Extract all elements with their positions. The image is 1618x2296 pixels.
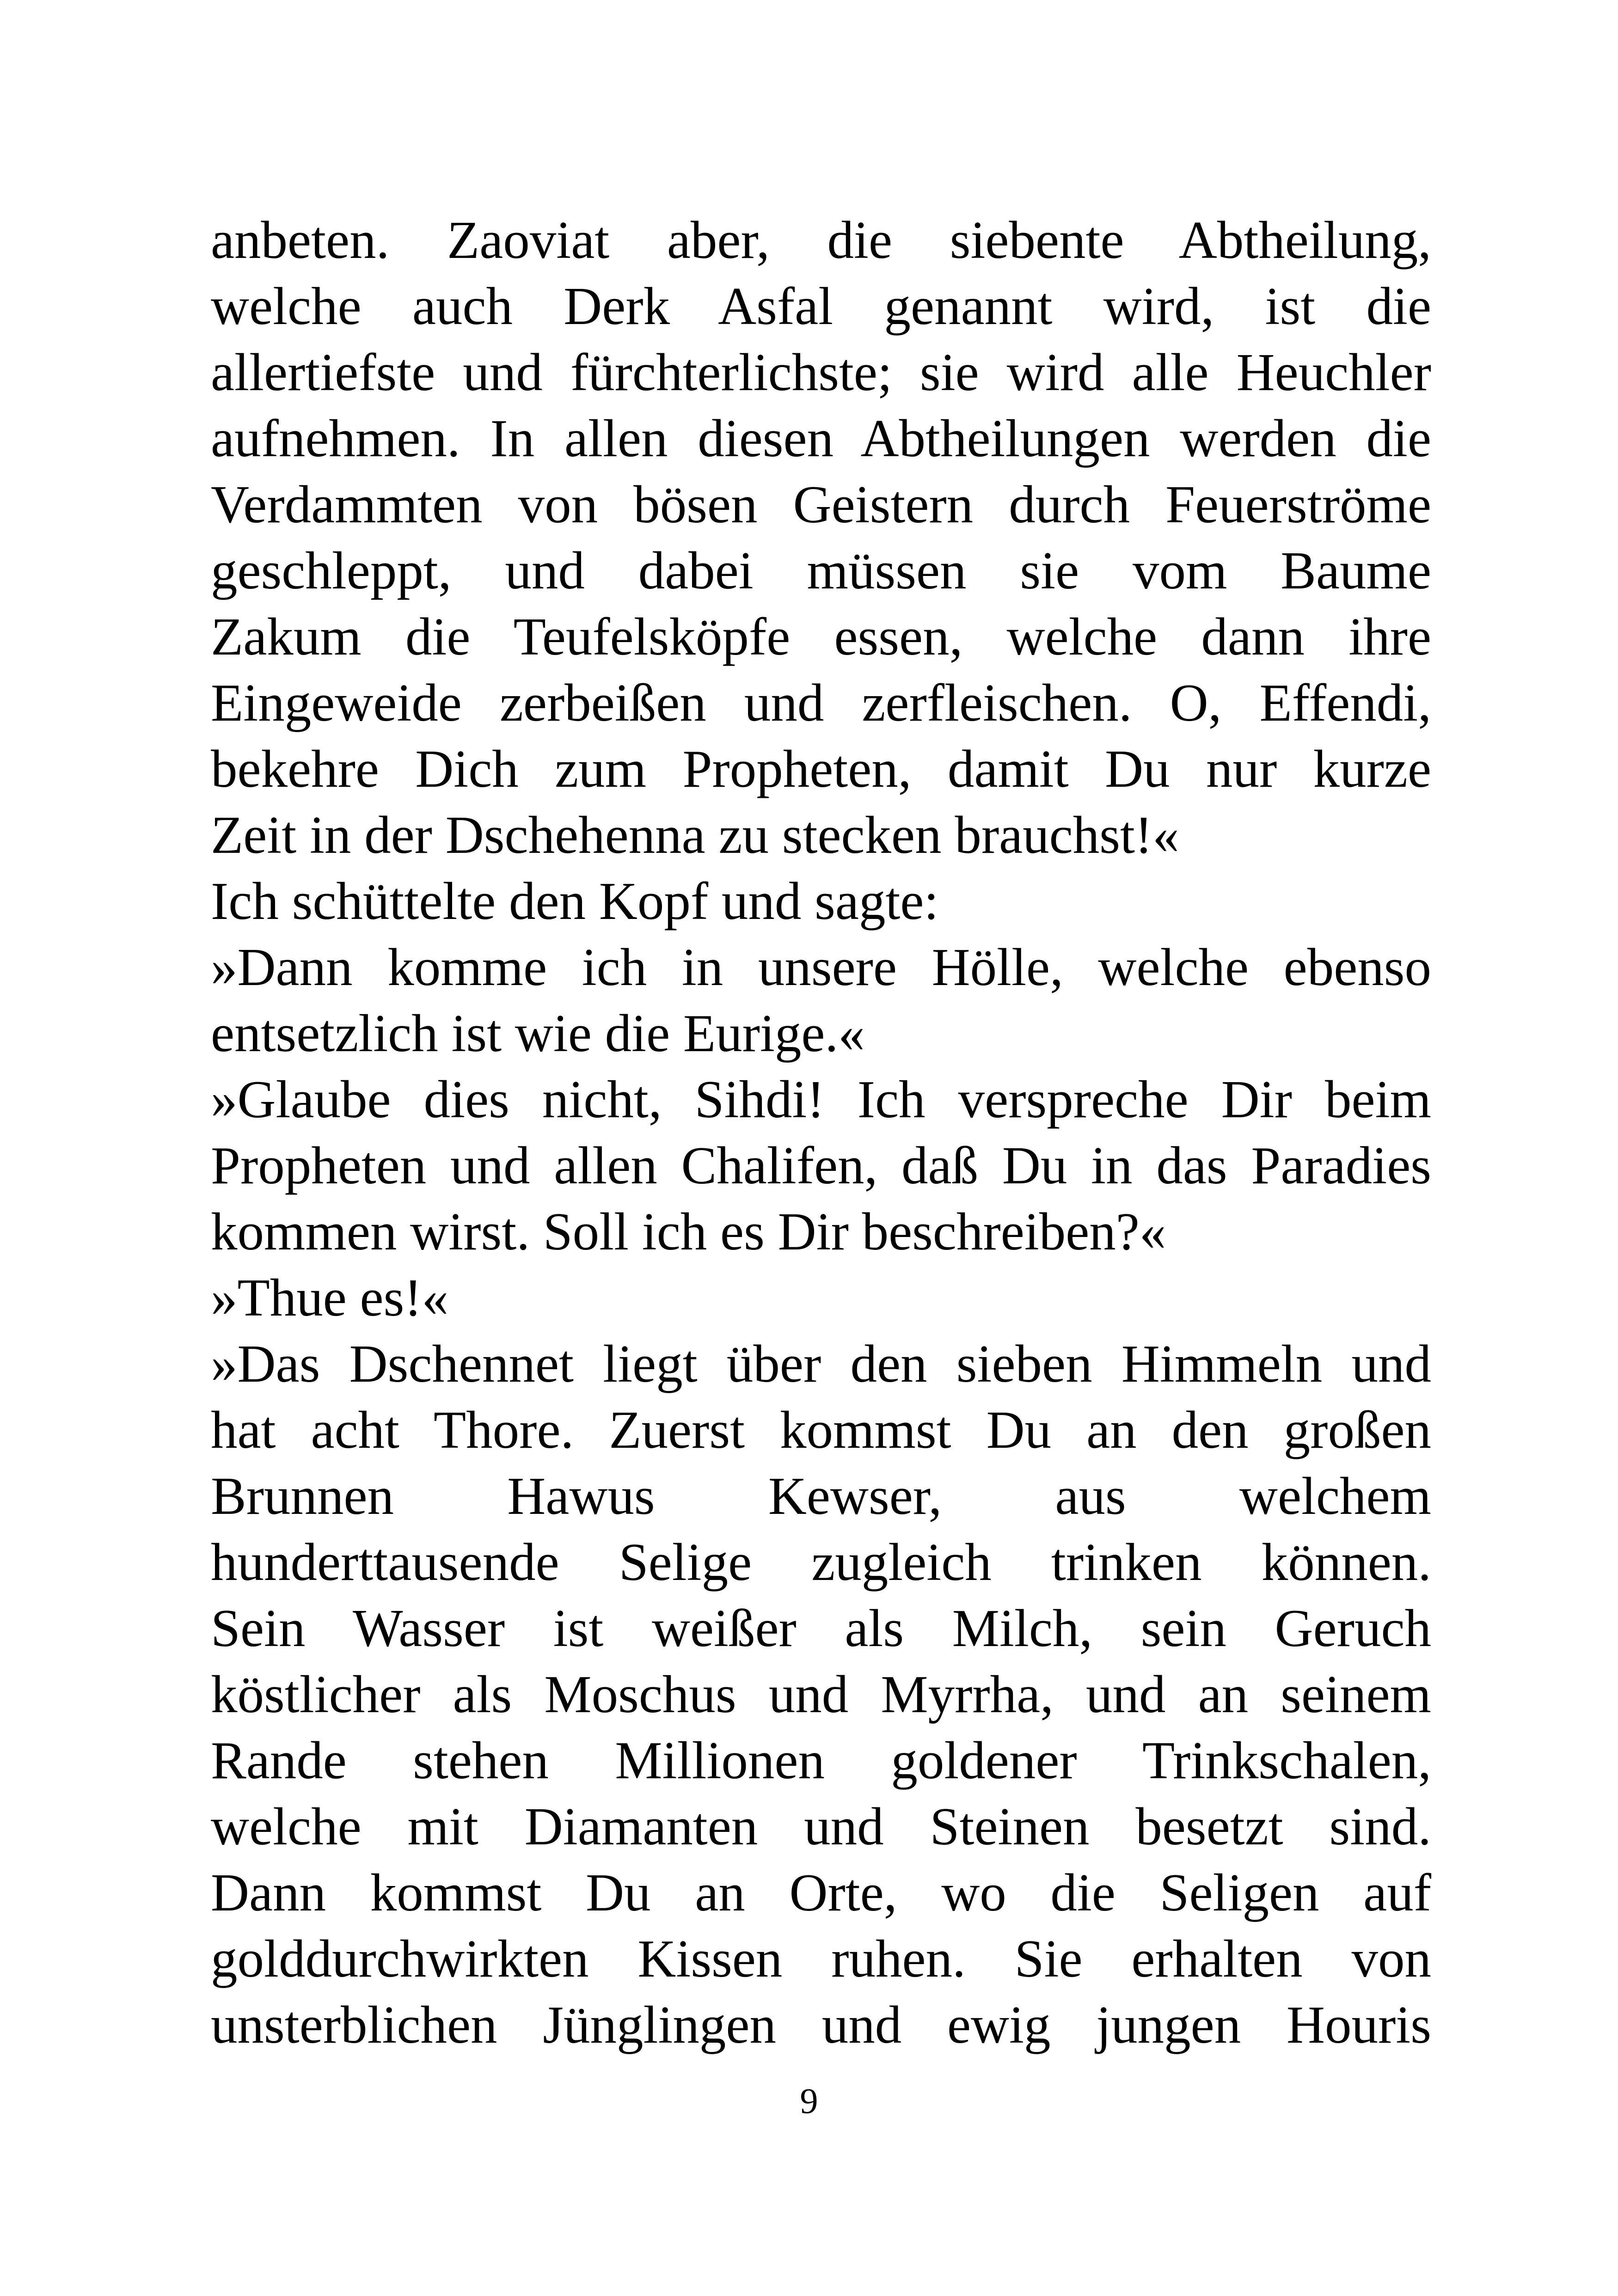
- text-line: geschleppt, und dabei müssen sie vom Baume: [211, 541, 1431, 600]
- text-line: Zeit in der Dschehenna zu stecken brauchst!«: [211, 806, 1179, 864]
- text-line: hat acht Thore. Zuerst kommst Du an den großen: [211, 1401, 1431, 1459]
- text-line: Brunnen Hawus Kewser, aus welchem: [211, 1467, 1431, 1525]
- page-number: 9: [800, 2081, 818, 2121]
- text-line: hunderttausende Selige zugleich trinken können.: [211, 1533, 1431, 1592]
- text-line: Verdammten von bösen Geistern durch Feuerströme: [211, 475, 1431, 534]
- text-line: welche auch Derk Asfal genannt wird, ist die: [211, 277, 1431, 336]
- text-line: welche mit Diamanten und Steinen besetzt sind.: [211, 1797, 1431, 1856]
- text-line: »Dann komme ich in unsere Hölle, welche ebenso: [211, 938, 1431, 997]
- text-line: Sein Wasser ist weißer als Milch, sein Geruch: [211, 1599, 1431, 1658]
- text-line: anbeten. Zaoviat aber, die siebente Abtheilung,: [211, 211, 1431, 269]
- text-line: Zakum die Teufelsköpfe essen, welche dann ihre: [211, 607, 1431, 666]
- text-line: unsterblichen Jünglingen und ewig jungen Houris: [211, 1996, 1431, 2054]
- text-line: Eingeweide zerbeißen und zerfleischen. O, Effendi,: [211, 673, 1431, 732]
- text-line: Dann kommst Du an Orte, wo die Seligen auf: [211, 1863, 1431, 1922]
- text-line: »Thue es!«: [211, 1268, 449, 1327]
- text-line: »Glaube dies nicht, Sihdi! Ich verspreche Dir beim: [211, 1070, 1431, 1129]
- text-line: entsetzlich ist wie die Eurige.«: [211, 1004, 865, 1063]
- text-line: kommen wirst. Soll ich es Dir beschreiben?«: [211, 1202, 1166, 1261]
- text-line: »Das Dschennet liegt über den sieben Himmeln und: [211, 1335, 1431, 1393]
- text-line: köstlicher als Moschus und Myrrha, und an seinem: [211, 1665, 1431, 1724]
- text-line: aufnehmen. In allen diesen Abtheilungen werden die: [211, 409, 1431, 468]
- text-line: golddurchwirkten Kissen ruhen. Sie erhalten von: [211, 1929, 1431, 1988]
- text-line: Rande stehen Millionen goldener Trinkschalen,: [211, 1731, 1431, 1790]
- text-line: Ich schüttelte den Kopf und sagte:: [211, 872, 939, 931]
- text-line: allertiefste und fürchterlichste; sie wird alle Heuchler: [211, 343, 1431, 402]
- text-line: bekehre Dich zum Propheten, damit Du nur kurze: [211, 740, 1431, 798]
- body-text: [211, 207, 1431, 2058]
- text-line: Propheten und allen Chalifen, daß Du in das Paradies: [211, 1136, 1431, 1195]
